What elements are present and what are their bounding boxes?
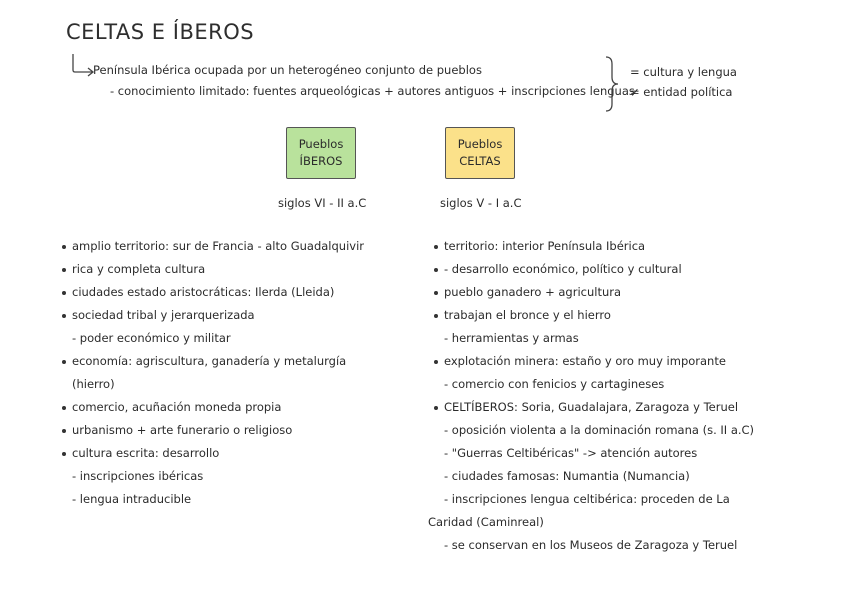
list-subitem: - comercio con fenicios y cartagineses xyxy=(444,377,665,391)
box-iberos xyxy=(286,127,356,179)
list-item: explotación minera: estaño y oro muy imporante xyxy=(434,350,754,373)
list-continuation: (hierro) xyxy=(72,377,115,391)
list-subitem: - ciudades famosas: Numantia (Numancia) xyxy=(444,469,690,483)
curly-brace-icon xyxy=(603,55,621,113)
list-subitem: - oposición violenta a la dominación romana (s. II a.C) xyxy=(444,423,755,437)
list-item: trabajan el bronce y el hierro xyxy=(434,304,754,327)
list-item: comercio, acuñación moneda propia xyxy=(62,396,364,419)
list-subitem: - herramientas y armas xyxy=(444,331,579,345)
list-subitem: - poder económico y militar xyxy=(72,331,231,345)
list-subitem: - inscripciones ibéricas xyxy=(72,469,204,483)
side-note-culture: = cultura y lengua xyxy=(630,65,737,79)
list-subitem: - lengua intraducible xyxy=(72,492,192,506)
iberos-notes-list xyxy=(62,235,364,511)
list-item: territorio: interior Península Ibérica xyxy=(434,235,754,258)
box-celtas-line2: CELTAS xyxy=(459,154,501,168)
list-item: ciudades estado aristocráticas: Ilerda (Lleida) xyxy=(62,281,364,304)
centuries-iberos: siglos VI - II a.C xyxy=(278,196,367,210)
list-item: cultura escrita: desarrollo xyxy=(62,442,364,465)
list-item: sociedad tribal y jerarquerizada xyxy=(62,304,364,327)
list-continuation: Caridad (Caminreal) xyxy=(428,515,544,529)
box-iberos-line1: Pueblos xyxy=(298,137,344,151)
page-title: CELTAS E ÍBEROS xyxy=(66,20,255,44)
box-iberos-line2: ÍBEROS xyxy=(299,154,343,168)
side-note-politics: ≠ entidad política xyxy=(630,85,733,99)
list-item: urbanismo + arte funerario o religioso xyxy=(62,419,364,442)
list-subitem: - inscripciones lengua celtibérica: proceden de La xyxy=(444,492,730,506)
list-item: pueblo ganadero + agricultura xyxy=(434,281,754,304)
centuries-celtas: siglos V - I a.C xyxy=(440,196,522,210)
list-item: rica y completa cultura xyxy=(62,258,364,281)
celtas-notes-list xyxy=(428,235,755,557)
list-item: amplio territorio: sur de Francia - alto Guadalquivir xyxy=(62,235,364,258)
list-item: - desarrollo económico, político y cultural xyxy=(434,258,754,281)
box-celtas xyxy=(445,127,515,179)
intro-line: Península Ibérica ocupada por un heterogéneo conjunto de pueblos xyxy=(93,63,482,77)
list-subitem: - se conservan en los Museos de Zaragoza y Teruel xyxy=(444,538,738,552)
intro-subline: - conocimiento limitado: fuentes arqueológicas + autores antiguos + inscripciones lenguas xyxy=(110,84,635,98)
list-item: CELTÍBEROS: Soria, Guadalajara, Zaragoza y Teruel xyxy=(434,396,754,419)
list-item: economía: agriscultura, ganadería y metalurgía xyxy=(62,350,364,373)
box-celtas-line1: Pueblos xyxy=(457,137,503,151)
list-subitem: - "Guerras Celtibéricas" -> atención autores xyxy=(444,446,698,460)
